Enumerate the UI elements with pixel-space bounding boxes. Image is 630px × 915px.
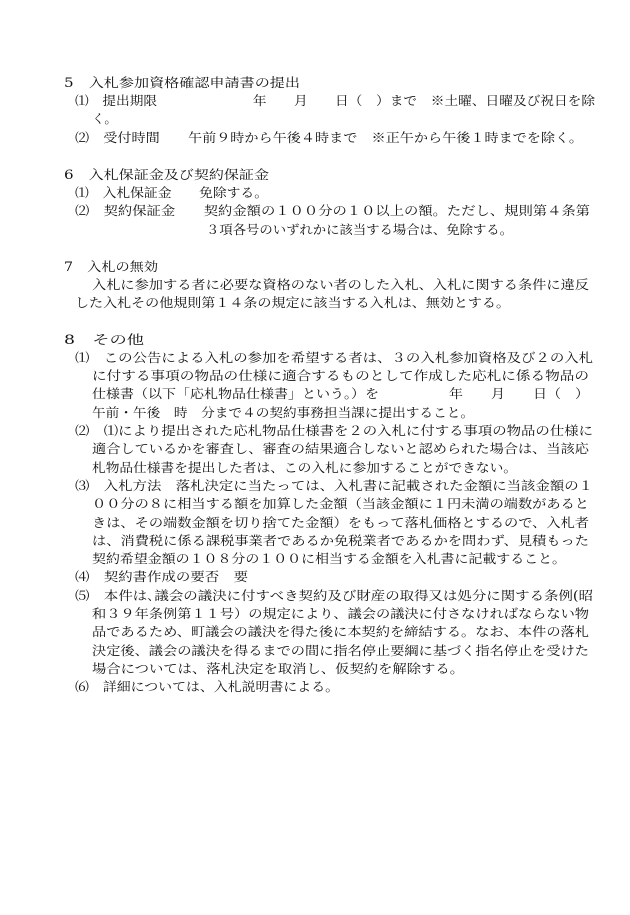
section-8-item-1-line-3: 仕様書（以下「応札物品仕様書」という。）を 年 月 日（ ） <box>92 386 590 401</box>
section-7-line-2: した入札その他規則第１４条の規定に該当する入札は、無効とする。 <box>75 295 510 310</box>
section-8-item-1-line-4: 午前・午後 時 分まで４の契約事務担当課に提出すること。 <box>92 405 474 420</box>
section-8-item-1-line-1: ⑴ この公告による入札の参加を希望する者は、３の入札参加資格及び２の入札 <box>75 350 593 365</box>
section-8-heading: 8 その他 <box>64 332 145 347</box>
section-8-item-2-line-2: 適合しているかを審査し、審査の結果適合しないと認められた場合は、当該応 <box>92 441 589 456</box>
section-8-item-2-line-1: ⑵ ⑴により提出された応札物品仕様書を２の入札に付する事項の物品の仕様に <box>75 423 593 438</box>
section-8-item-3-line-5: 契約希望金額の１０８分の１００に相当する金額を入札書に記載すること。 <box>92 551 567 566</box>
section-6-heading: 6 入札保証金及び契約保証金 <box>64 167 269 182</box>
section-6-item-2-line-2: ３項各号のいずれかに該当する場合は、免除する。 <box>206 222 514 237</box>
section-8-item-3-line-2: ００分の８に相当する額を加算した金額（当該金額に１円未満の端数があると <box>92 496 589 511</box>
section-8-item-5-line-2: 和３９年条例第１１号）の規定により、議会の議決に付さなければならない物 <box>92 606 589 621</box>
section-8-item-2-line-3: 札物品仕様書を提出した者は、この入札に参加することができない。 <box>92 460 517 475</box>
section-7-heading: 7 入札の無効 <box>64 259 159 274</box>
section-5-heading: 5 入札参加資格確認申請書の提出 <box>64 75 300 90</box>
section-8-item-5-line-4: 決定後、議会の議決を得るまでの間に指名停止要綱に基づく指名停止を受けた <box>92 643 589 658</box>
section-8-item-5-line-5: 場合については、落札決定を取消し、仮契約を解除する。 <box>92 661 465 676</box>
section-5-item-1-line-1: ⑴ 提出期限 年 月 日（ ）まで ※土曜、日曜及び祝日を除 <box>75 93 596 108</box>
section-5-item-1-line-2: く。 <box>92 111 117 126</box>
section-5-item-2-line-1: ⑵ 受付時間 午前９時から午後４時まで ※正午から午後１時までを除く。 <box>75 130 583 145</box>
section-8-item-1-line-2: に付する事項の物品の仕様に適合するものとして作成した応札に係る物品の <box>92 368 589 383</box>
section-6-item-1-line-1: ⑴ 入札保証金 免除する。 <box>75 185 268 200</box>
section-7-line-1: 入札に参加する者に必要な資格のない者のした入札、入札に関する条件に違反 <box>92 277 589 292</box>
section-8-item-4-line-1: ⑷ 契約書作成の要否 要 <box>75 569 248 584</box>
section-8-item-3-line-3: きは、その端数金額を切り捨てた金額）をもって落札価格とするので、入札者 <box>92 515 590 530</box>
section-8-item-3-line-4: は、消費税に係る課税事業者であるか免税業者であるかを問わず、見積もった <box>92 533 589 548</box>
section-8-item-5-line-3: 品であるため、町議会の議決を得た後に本契約を締結する。なお、本件の落札 <box>92 624 589 639</box>
section-8-item-6-line-1: ⑹ 詳細については、入札説明書による。 <box>75 679 340 694</box>
section-8-item-5-line-1: ⑸ 本件は､議会の議決に付すべき契約及び財産の取得又は処分に関する条例(昭 <box>75 588 594 603</box>
section-6-item-2-line-1: ⑵ 契約保証金 契約金額の１００分の１０以上の額。ただし、規則第４条第 <box>75 203 590 218</box>
section-8-item-3-line-1: ⑶ 入札方法 落札決定に当たっては、入札書に記載された金額に当該金額の１ <box>75 478 593 493</box>
